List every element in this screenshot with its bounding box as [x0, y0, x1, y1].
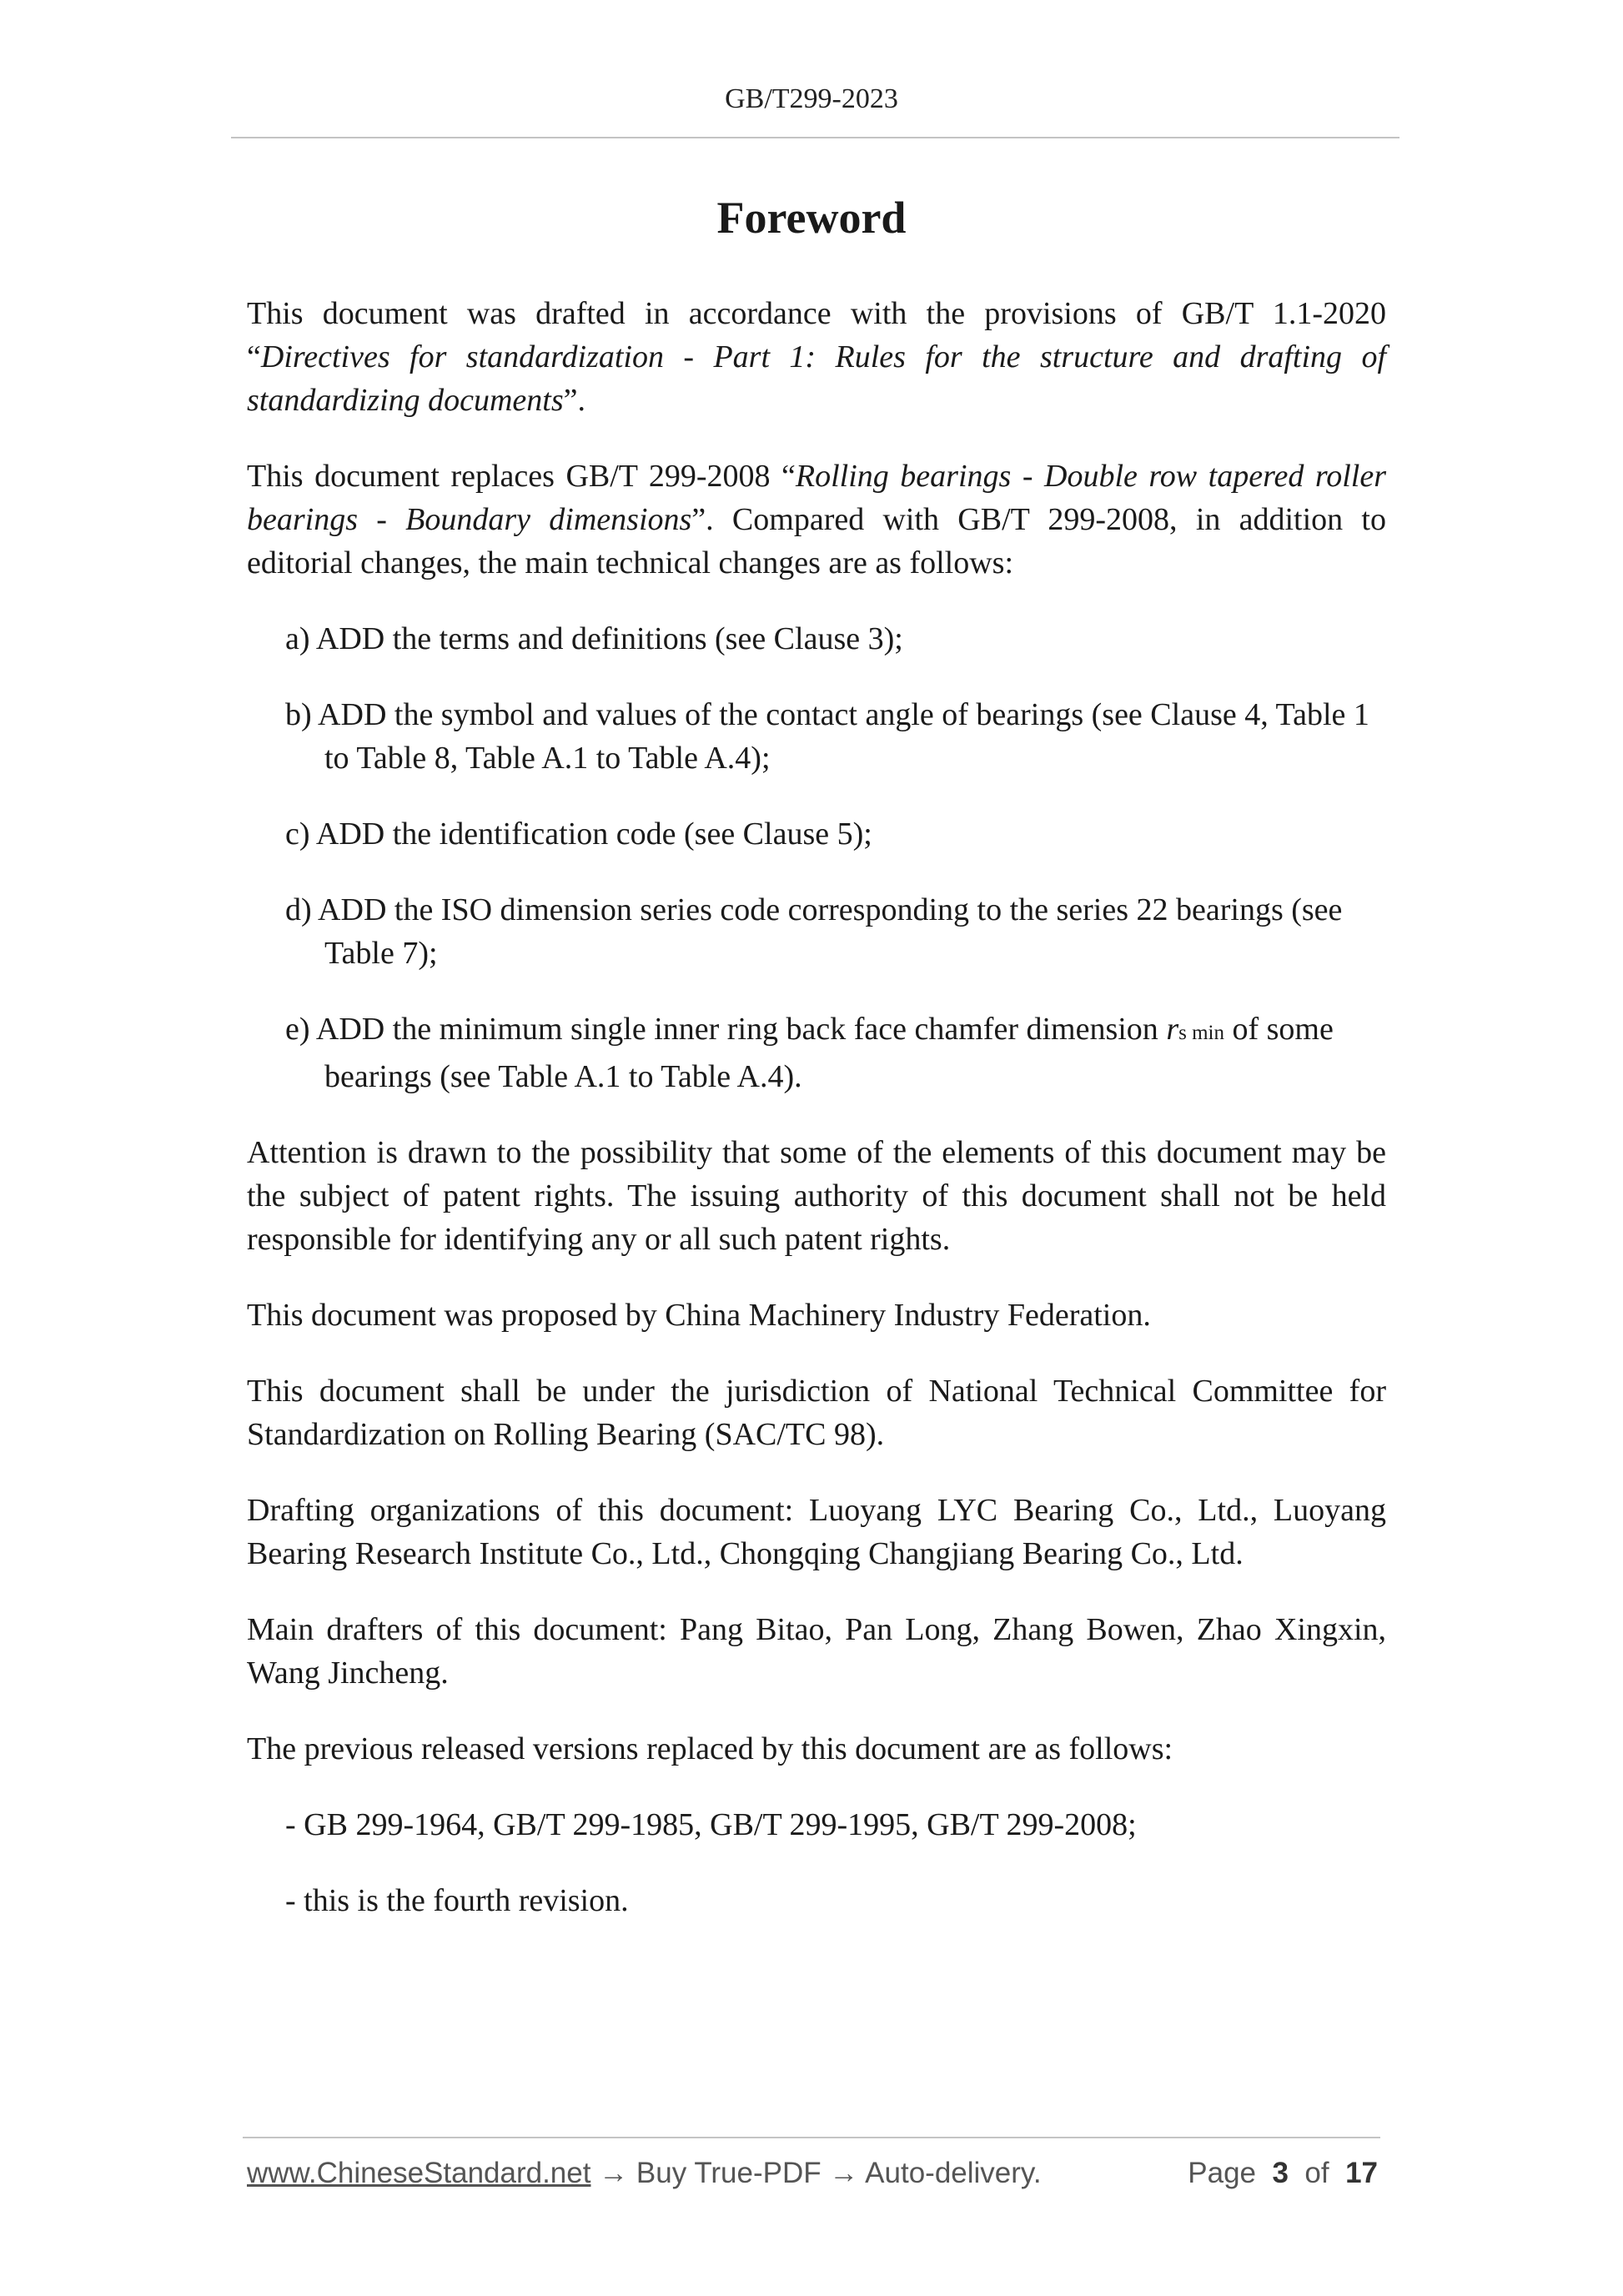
paragraph-proposed: This document was proposed by China Machinery Industry Federation.: [247, 1298, 1151, 1333]
paragraph-drafting-organizations: Drafting organizations of this document: Luoyang LYC Bearing Co., Ltd., Luoyang Bearing Research Institute Co., Ltd., Chongqing Changjiang Bearing Co., Ltd.: [247, 1493, 1386, 1571]
page-label: Page: [1188, 2157, 1257, 2189]
list-text: e) ADD the minimum single inner ring back face chamfer dimension: [285, 1012, 1167, 1047]
footer-promo: [247, 2157, 1042, 2190]
previous-version-item: - this is the fourth revision.: [285, 1883, 629, 1918]
page-indicator: [1188, 2157, 1378, 2190]
page-total: 17: [1345, 2157, 1378, 2189]
cited-title: Directives for standardization - Part 1: Rules for the structure and drafting of standardizing documents: [247, 339, 1386, 418]
footer-divider: [243, 2137, 1380, 2138]
header-divider: [231, 137, 1399, 138]
page-footer: [247, 2157, 1378, 2190]
of-label: of: [1304, 2157, 1329, 2189]
list-text: of some bearings (see Table A.1 to Table A.4).: [324, 1012, 1334, 1094]
change-item-b: b) ADD the symbol and values of the contact angle of bearings (see Clause 4, Table 1 to Table 8, Table A.1 to Table A.4);: [285, 697, 1369, 776]
cited-title: Rolling bearings - Double row tapered roller bearings - Boundary dimensions: [247, 459, 1386, 537]
chamfer-subscript: s min: [1178, 1022, 1224, 1044]
change-item-a: a) ADD the terms and definitions (see Clause 3);: [285, 621, 903, 656]
chamfer-symbol: r: [1166, 1012, 1179, 1047]
paragraph-text: This document replaces GB/T 299-2008 “: [247, 459, 796, 494]
document-code-header: GB/T299-2023: [725, 83, 898, 114]
paragraph-jurisdiction: This document shall be under the jurisdiction of National Technical Committee for Standardization on Rolling Bearing (SAC/TC 98).: [247, 1374, 1386, 1452]
change-item-e: [247, 1007, 1386, 1098]
paragraph-drafting-rules: [247, 292, 1386, 422]
page-title: Foreword: [716, 193, 907, 243]
paragraph-text: ”.: [563, 383, 586, 418]
page-number: 3: [1272, 2157, 1289, 2189]
change-item-c: c) ADD the identification code (see Clause 5);: [285, 816, 872, 852]
previous-version-item: - GB 299-1964, GB/T 299-1985, GB/T 299-1995, GB/T 299-2008;: [285, 1807, 1137, 1842]
paragraph-main-drafters: Main drafters of this document: Pang Bitao, Pan Long, Zhang Bowen, Zhao Xingxin, Wang Jincheng.: [247, 1612, 1386, 1691]
document-body: [247, 292, 1386, 1955]
website-link[interactable]: www.ChineseStandard.net: [247, 2157, 591, 2189]
paragraph-replaces: [247, 455, 1386, 585]
footer-tagline: → Buy True-PDF → Auto-delivery.: [590, 2157, 1042, 2189]
paragraph-patent: Attention is drawn to the possibility that some of the elements of this document may be the subject of patent rights. The issuing authority of this document shall not be held responsible for identifying any or all such patent rights.: [247, 1135, 1386, 1257]
paragraph-text: This document was drafted in accordance with the provisions of GB/T 1.1-2020 “: [247, 296, 1386, 374]
paragraph-text: ”. Compared with GB/T 299-2008, in addition to editorial changes, the main technical changes are as follows:: [247, 502, 1386, 580]
change-item-d: d) ADD the ISO dimension series code corresponding to the series 22 bearings (see Table 7);: [285, 892, 1343, 971]
paragraph-previous-versions: The previous released versions replaced by this document are as follows:: [247, 1731, 1173, 1766]
